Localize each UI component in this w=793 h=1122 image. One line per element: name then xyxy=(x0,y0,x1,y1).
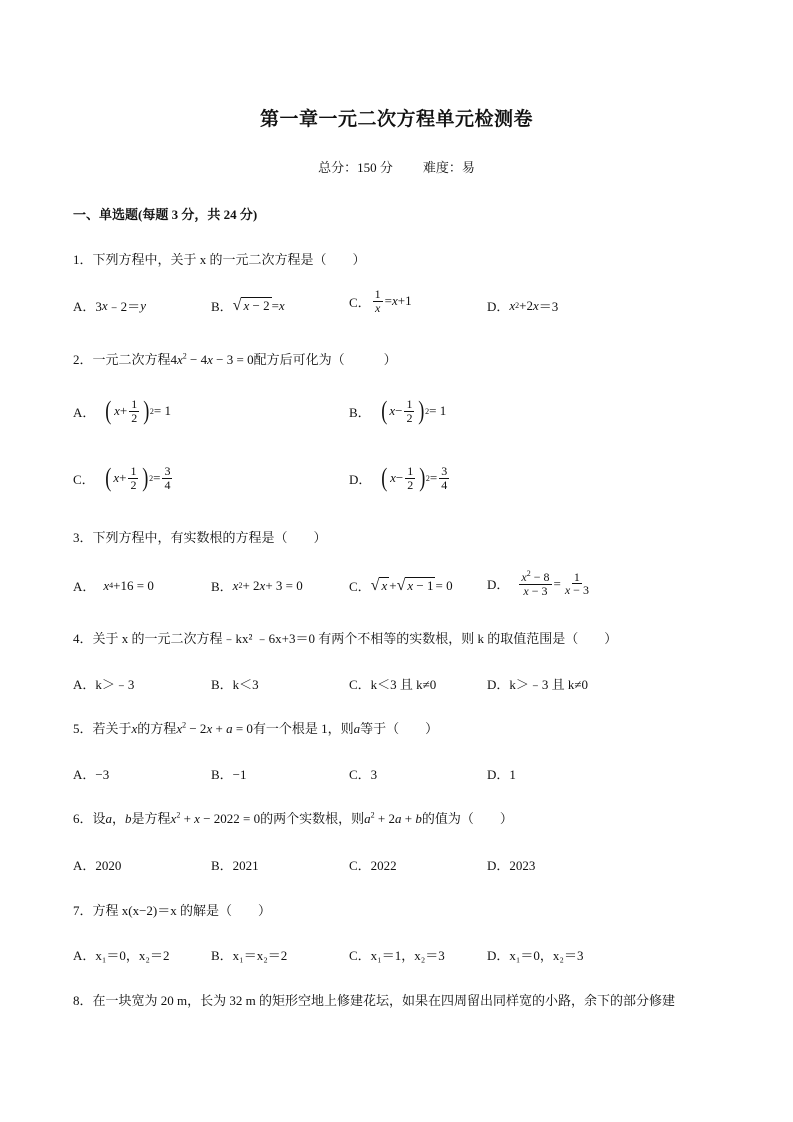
option-d: D．x₁＝0，x₂＝3 xyxy=(487,948,584,963)
question-2-options-row2 xyxy=(73,465,753,505)
question-4-options xyxy=(73,674,753,714)
option-b: B．2021 xyxy=(211,858,259,873)
option-a: A． x 4 +16 = 0 xyxy=(73,577,154,594)
exam-meta xyxy=(0,157,793,176)
option-a: A．k＞﹣3 xyxy=(73,677,135,692)
option-a: A．3 x ﹣2＝ y xyxy=(73,297,146,314)
question-3-options xyxy=(73,570,753,610)
question-2: 2．一元二次方程$4x^2 - 4x - 3 = 0$配方后可化为（ ） xyxy=(73,351,397,367)
option-c: C． ( x + $\frac{1}{2}$ ) 2 = $\frac{3}{4}$ xyxy=(73,463,171,493)
question-7: 7．方程 x(x−2)＝x 的解是（ ） xyxy=(73,903,271,918)
option-c: C．x₁＝1，x₂＝3 xyxy=(349,948,445,963)
section-heading: 一、单选题(每题 3 分，共 24 分) xyxy=(73,207,258,222)
option-b: B． ( x − $\frac{1}{2}$ ) 2 = 1 xyxy=(349,396,447,426)
question-2-options-row1 xyxy=(73,398,753,438)
option-c: C． √ x + √ x − 1 = 0 xyxy=(349,576,453,594)
option-b: B．−1 xyxy=(211,767,247,782)
option-d: D． $\frac{x^2 - 8}{x - 3}$ = $\frac{1}{x - 3}$ xyxy=(487,569,589,598)
page-title: 第一章一元二次方程单元检测卷 xyxy=(259,109,533,130)
question-8: 8．在一块宽为 20 m，长为 32 m 的矩形空地上修建花坛，如果在四周留出同样宽的小路，余下的部分修建 xyxy=(73,993,675,1008)
option-c: C． $\frac{1}{x}$ = x +1 xyxy=(349,287,412,315)
option-a: A． ( x + $\frac{1}{2}$ ) 2 = 1 xyxy=(73,396,171,426)
question-6: 6．设a，b是方程$x^2 + x - 2022 = 0$的两个实数根，则$a^2 + 2a + b$的值为（ ） xyxy=(73,810,513,826)
option-b: B． √ x − 2 = x xyxy=(211,296,285,314)
option-b: B．x₁＝x₂＝2 xyxy=(211,948,288,963)
option-b: B． x 2 + 2 x + 3 = 0 xyxy=(211,577,303,594)
question-5: 5．若关于x的方程$x^2 - 2x + a = 0$有一个根是 1，则a等于（ ） xyxy=(73,720,439,736)
question-1-options xyxy=(73,287,753,336)
option-d: D．k＞﹣3 且 k≠0 xyxy=(487,677,589,692)
option-c: C．2022 xyxy=(349,858,397,873)
option-b: B．k＜3 xyxy=(211,677,259,692)
difficulty: 难度：易 xyxy=(422,160,475,175)
option-d: D． x 2 +2 x ＝3 xyxy=(487,297,559,314)
question-6-options xyxy=(73,855,753,895)
option-d: D．1 xyxy=(487,767,516,782)
question-5-options xyxy=(73,764,753,804)
question-4: 4．关于 x 的一元二次方程﹣kx² ﹣6x+3＝0 有两个不相等的实数根，则 k 的取值范围是（ ） xyxy=(73,631,618,646)
question-7-options xyxy=(73,945,753,985)
option-a: A．x₁＝0，x₂＝2 xyxy=(73,948,170,963)
option-c: C．k＜3 且 k≠0 xyxy=(349,677,437,692)
question-1: 1．下列方程中，关于 x 的一元二次方程是（ ） xyxy=(73,252,366,267)
question-3: 3．下列方程中，有实数根的方程是（ ） xyxy=(73,530,327,545)
option-a: A．2020 xyxy=(73,858,122,873)
option-d: D．2023 xyxy=(487,858,536,873)
option-c: C．3 xyxy=(349,767,378,782)
total-score: 总分：150 分 xyxy=(318,160,393,175)
option-d: D． ( x − $\frac{1}{2}$ ) 2 = $\frac{3}{4}$ xyxy=(349,463,448,493)
option-a: A．−3 xyxy=(73,767,110,782)
